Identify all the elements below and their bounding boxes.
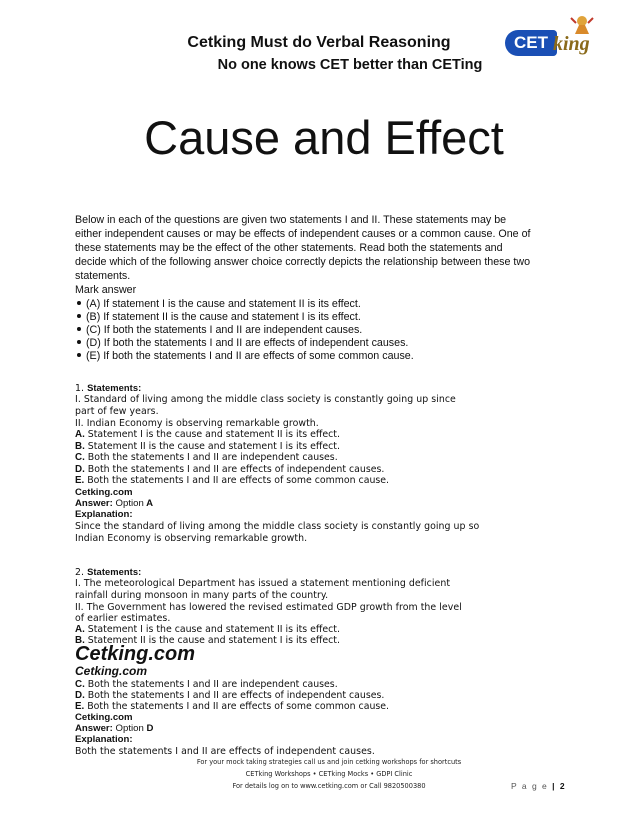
answer-label: Answer: <box>75 723 113 734</box>
page-number <box>511 781 566 791</box>
option-letter: B. <box>75 441 85 452</box>
option-text: Both the statements I and II are effects of independent causes. <box>87 690 385 701</box>
footer-line-3: For details log on to www.cetking.com or Call 9820500380 <box>232 782 426 790</box>
intro-line: Below in each of the questions are given two statements I and II. These statements may be <box>75 214 507 226</box>
option-letter: C. <box>75 452 85 463</box>
answer-option-word: Option <box>115 723 144 734</box>
option-row <box>75 701 389 712</box>
option-text: Statement I is the cause and statement II is its effect. <box>87 429 340 440</box>
statement-line: I. Standard of living among the middle class society is constantly going up since <box>75 394 456 405</box>
option-row <box>75 429 340 440</box>
option-row <box>75 452 338 463</box>
option-text: Both the statements I and II are effects of some common cause. <box>87 701 390 712</box>
option-text: Statement II is the cause and statement I is its effect. <box>87 441 340 452</box>
statement-line: of earlier estimates. <box>75 613 171 624</box>
option-row <box>75 690 384 701</box>
option-row <box>75 624 340 635</box>
question-1-header <box>75 382 141 394</box>
answer-letter: A <box>146 498 154 509</box>
question-number: 2. <box>75 567 85 578</box>
answer-choice-text: (D) If both the statements I and II are effects of independent causes. <box>86 337 409 349</box>
page-label: P a g e <box>511 781 549 791</box>
statement-line: part of few years. <box>75 406 159 417</box>
answer-choice-item <box>75 350 414 362</box>
statements-label: Statements: <box>87 566 142 577</box>
explanation-label: Explanation: <box>75 734 133 745</box>
intro-line: statements. <box>75 270 131 282</box>
answer-choice-text: (A) If statement I is the cause and statement II is its effect. <box>86 298 361 310</box>
bullet-icon <box>77 353 81 357</box>
bullet-icon <box>77 301 81 305</box>
question-number: 1. <box>75 383 85 394</box>
watermark-large: Cetking.com <box>75 643 196 665</box>
option-text: Both the statements I and II are effects of some common cause. <box>87 475 390 486</box>
logo-king-text: king <box>553 33 590 55</box>
option-row <box>75 475 389 486</box>
answer-choice-text: (B) If statement II is the cause and statement I is its effect. <box>86 311 361 323</box>
option-letter: E. <box>75 701 85 712</box>
answer-letter: D <box>146 723 154 734</box>
option-letter: E. <box>75 475 85 486</box>
answer-choice-item <box>75 298 361 310</box>
logo-cet-text: CET <box>505 30 557 56</box>
answer-row <box>75 498 153 509</box>
explanation-label: Explanation: <box>75 509 133 520</box>
answer-row <box>75 723 153 734</box>
answer-choice-text: (E) If both the statements I and II are effects of some common cause. <box>86 350 414 362</box>
option-text: Both the statements I and II are effects of independent causes. <box>87 464 385 475</box>
header-title: Cetking Must do Verbal Reasoning <box>187 34 451 51</box>
option-letter: D. <box>75 690 85 701</box>
answer-choice-item <box>75 324 362 336</box>
answer-choice-item <box>75 337 408 349</box>
footer-line-1: For your mock taking strategies call us and join cetking workshops for shortcuts <box>196 758 462 766</box>
statements-label: Statements: <box>87 382 142 393</box>
option-letter: B. <box>75 635 85 646</box>
statement-line: rainfall during monsoon in many parts of the country. <box>75 590 329 601</box>
option-text: Statement II is the cause and statement I is its effect. <box>87 635 340 646</box>
site-label: Cetking.com <box>75 487 133 498</box>
explanation-line: Both the statements I and II are effects of independent causes. <box>75 746 375 757</box>
option-row <box>75 441 340 452</box>
statement-line: II. The Government has lowered the revised estimated GDP growth from the level <box>75 602 462 613</box>
explanation-line: Since the standard of living among the middle class society is constantly going up so <box>75 521 480 532</box>
answer-choice-item <box>75 311 361 323</box>
option-letter: C. <box>75 679 85 690</box>
intro-line: these statements may be the effect of the other statements. Read both the statements and <box>75 242 503 254</box>
intro-line: either independent causes or may be effects of independent causes or a common cause. One of <box>75 228 531 240</box>
intro-line: decide which of the following answer choice correctly depicts the relationship between these two <box>75 256 531 268</box>
page-number-value: | 2 <box>552 781 567 791</box>
answer-choice-text: (C) If both the statements I and II are independent causes. <box>86 324 363 336</box>
bullet-icon <box>77 314 81 318</box>
option-text: Statement I is the cause and statement II is its effect. <box>87 624 340 635</box>
option-row <box>75 464 384 475</box>
statement-line: I. The meteorological Department has issued a statement mentioning deficient <box>75 578 451 589</box>
answer-option-word: Option <box>115 498 144 509</box>
footer-line-2: CETking Workshops • CETking Mocks • GDPI Clinic <box>245 770 413 778</box>
question-2-header <box>75 566 141 578</box>
cetking-logo <box>505 14 615 58</box>
intro-line: Mark answer <box>75 284 137 296</box>
bullet-icon <box>77 327 81 331</box>
site-label: Cetking.com <box>75 712 133 723</box>
option-letter: D. <box>75 464 85 475</box>
option-letter: A. <box>75 624 85 635</box>
option-row <box>75 679 338 690</box>
document-title: Cause and Effect <box>144 111 504 164</box>
answer-label: Answer: <box>75 498 113 509</box>
option-text: Both the statements I and II are independent causes. <box>87 679 338 690</box>
watermark-small: Cetking.com <box>75 664 148 678</box>
option-text: Both the statements I and II are independent causes. <box>87 452 338 463</box>
bullet-icon <box>77 340 81 344</box>
explanation-line: Indian Economy is observing remarkable growth. <box>75 533 308 544</box>
statement-line: II. Indian Economy is observing remarkable growth. <box>75 418 319 429</box>
option-letter: A. <box>75 429 85 440</box>
header-subtitle: No one knows CET better than CETing <box>217 57 483 73</box>
